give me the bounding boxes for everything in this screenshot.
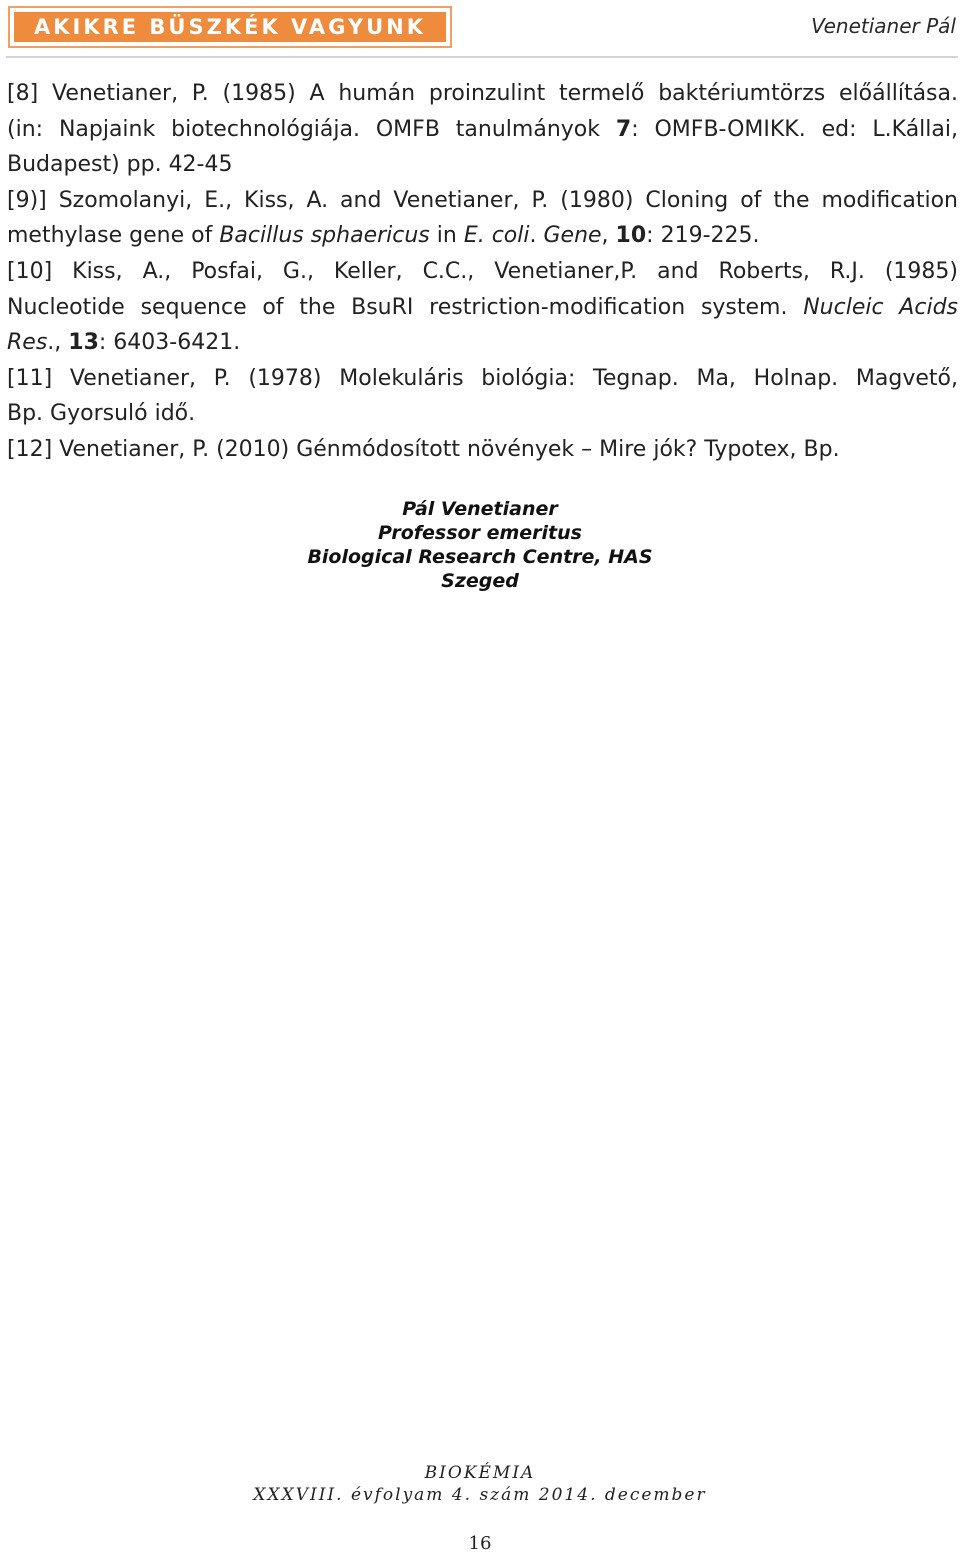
- reference-10-volume: 13: [68, 330, 99, 356]
- reference-10-sep: .,: [47, 330, 69, 356]
- reference-11-line-2: Bp. Gyorsuló idő.: [7, 401, 196, 427]
- reference-8-line-3: Budapest) pp. 42-45: [7, 152, 233, 178]
- reference-9-line-2: [7, 218, 958, 254]
- reference-item-11: [7, 361, 958, 432]
- reference-9-sep: .: [529, 223, 544, 249]
- header-divider: [6, 56, 958, 58]
- reference-list: [7, 76, 958, 468]
- reference-9-line-1: [9)] Szomolanyi, E., Kiss, A. and Venetianer, P. (1980) Cloning of the modification: [7, 187, 958, 213]
- reference-10-line-1: [10] Kiss, A., Posfai, G., Keller, C.C., Venetianer,P. and Roberts, R.J. (1985): [7, 258, 958, 284]
- reference-8-line-2: [7, 112, 958, 148]
- page-number: 16: [468, 1533, 492, 1554]
- section-label-fill: [14, 12, 446, 42]
- reference-10-pages: : 6403-6421.: [98, 330, 241, 356]
- reference-11-line-1: [11] Venetianer, P. (1978) Molekuláris biológia: Tegnap. Ma, Holnap. Magvető,: [7, 365, 958, 391]
- reference-9-journal: Gene: [543, 223, 602, 249]
- reference-9-species: Bacillus sphaericus: [219, 223, 430, 249]
- reference-9-volume: 10: [615, 223, 647, 249]
- reference-item-12: [7, 432, 958, 468]
- reference-9-pages: : 219-225.: [646, 223, 760, 249]
- reference-item-8: [7, 76, 958, 183]
- reference-9-host: E. coli: [463, 223, 530, 249]
- signature-institution: Biological Research Centre, HAS: [307, 546, 653, 568]
- reference-9-text: methylase gene of: [7, 223, 220, 249]
- reference-10-title: Nucleotide sequence of the BsuRI restriction-modification system.: [7, 294, 804, 320]
- footer-issue: XXXVIII. évfolyam 4. szám 2014. december: [253, 1485, 707, 1505]
- reference-8-line-1: [8] Venetianer, P. (1985) A humán proinzulint termelő baktériumtörzs előállítása.: [7, 81, 958, 106]
- reference-10-line-3: [7, 325, 958, 361]
- reference-item-10: [7, 254, 958, 361]
- reference-12-line-1: [12] Venetianer, P. (2010) Génmódosított növények – Mire jók? Typotex, Bp.: [7, 436, 840, 462]
- section-label-box: [8, 6, 452, 48]
- signature-name: Pál Venetianer: [402, 498, 558, 520]
- reference-8-publisher: : OMFB-OMIKK. ed: L.Kállai,: [631, 116, 958, 142]
- signature-title: Professor emeritus: [378, 522, 582, 544]
- reference-8-volume: 7: [615, 116, 632, 142]
- reference-8-text: (in: Napjaink biotechnológiája. OMFB tanulmányok: [7, 116, 616, 142]
- page-footer: [0, 1462, 960, 1506]
- running-author: Venetianer Pál: [811, 14, 956, 38]
- reference-10-journal: Nucleic Acids: [803, 294, 958, 320]
- author-signature: [0, 497, 960, 593]
- section-title: AKIKRE BÜSZKÉK VAGYUNK: [33, 15, 426, 39]
- reference-9-sep2: ,: [601, 223, 616, 249]
- reference-9-text-in: in: [429, 223, 464, 249]
- page-header: [0, 0, 960, 60]
- reference-item-9: [7, 183, 958, 254]
- reference-10-line-2: [7, 290, 958, 326]
- footer-journal: BIOKÉMIA: [424, 1463, 536, 1483]
- signature-city: Szeged: [441, 570, 519, 592]
- reference-10-journal-end: Res: [7, 330, 48, 356]
